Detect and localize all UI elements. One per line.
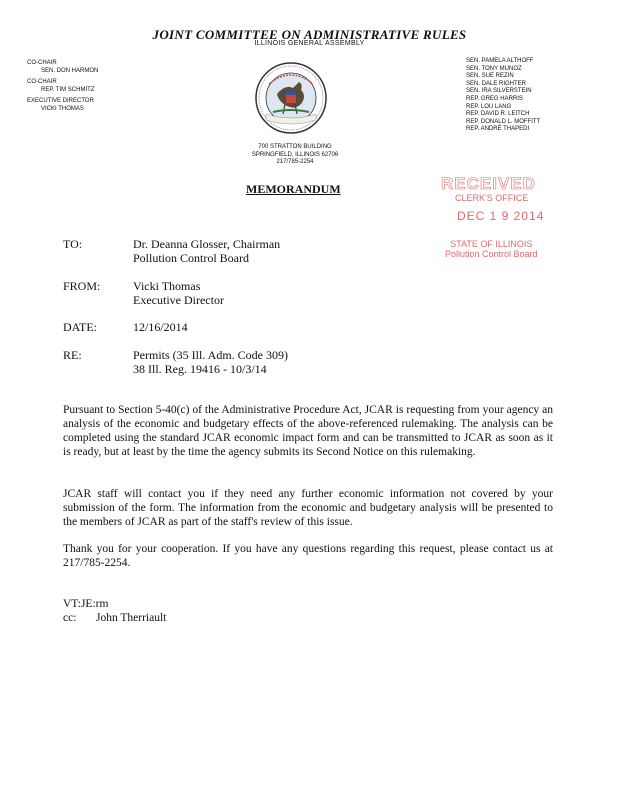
received-stamp: RECEIVED (441, 174, 536, 193)
to-name: Dr. Deanna Glosser, Chairman (133, 237, 281, 251)
from-title: Executive Director (133, 293, 224, 307)
date-value: 12/16/2014 (133, 320, 188, 334)
address-line: SPRINGFIELD, ILLINOIS 62706 (251, 151, 339, 158)
member-name: SEN. IRA SILVERSTEIN (466, 88, 532, 95)
co-chair-name: SEN. DON HARMON (41, 67, 99, 74)
body-paragraph: Thank you for your cooperation. If you have any questions regarding this request, please contact us at 217/785-2254. (63, 543, 553, 569)
to-label: TO: (63, 237, 83, 251)
member-name: SEN. PAMELA ALTHOFF (466, 58, 534, 64)
stamp-agency (445, 239, 538, 259)
executive-director-name: VICKI THOMAS (41, 105, 84, 112)
to-org: Pollution Control Board (133, 251, 250, 265)
member-name: SEN. TONY MUNOZ (466, 65, 522, 72)
stamp-board: Pollution Control Board (445, 249, 538, 259)
co-chair-name: REP. TIM SCHMITZ (41, 86, 95, 93)
co-chair-label: CO-CHAIR (27, 79, 57, 85)
executive-director-label: EXECUTIVE DIRECTOR (27, 98, 94, 104)
member-name: SEN. DALE RIGHTER (466, 80, 527, 87)
address-line: 700 STRATTON BUILDING (258, 144, 332, 150)
from-name: Vicki Thomas (133, 279, 201, 293)
co-chair-label: CO-CHAIR (27, 60, 57, 66)
re-line: 38 Ill. Reg. 19416 - 10/3/14 (133, 362, 267, 376)
committee-title: JOINT COMMITTEE ON ADMINISTRATIVE RULES (152, 27, 467, 42)
reference-initials: VT:JE:rm (63, 598, 109, 610)
stamp-office: CLERK'S OFFICE (455, 193, 529, 203)
officers-block (27, 60, 98, 113)
address-block (230, 144, 360, 167)
from-label: FROM: (63, 279, 101, 293)
member-name: REP. DONALD L. MOFFITT (466, 118, 541, 125)
re-line: Permits (35 Ill. Adm. Code 309) (133, 348, 288, 362)
address-line: 217/785-2254 (276, 159, 314, 165)
from-sender (133, 279, 224, 307)
to-recipient (133, 237, 280, 265)
committee-subtitle: ILLINOIS GENERAL ASSEMBLY (254, 40, 365, 47)
member-name: SEN. SUE REZIN (466, 73, 514, 80)
cc-label: cc: (63, 612, 77, 624)
re-subject (133, 348, 288, 376)
state-seal-icon (255, 62, 327, 134)
memo-title: MEMORANDUM (246, 182, 341, 196)
member-name: REP. DAVID R. LEITCH (466, 111, 530, 118)
cc-recipient: John Therriault (96, 612, 167, 624)
member-name: REP. ANDRÉ THAPEDI (466, 126, 530, 133)
re-label: RE: (63, 348, 82, 362)
member-name: REP. LOU LANG (466, 103, 512, 110)
body-paragraph: Pursuant to Section 5-40(c) of the Administrative Procedure Act, JCAR is requesting from your agency an analysis of the economic and budgetary effects of the above-referenced rulemaking. The analysis can be completed using the standard JCAR economic impact form and can be transmitted to JCAR as soon as it is ready, but at least by the time the agency submits its Second Notice on this rulemaking. (63, 404, 553, 458)
body-paragraph: JCAR staff will contact you if they need any further economic information not covered by your submission of the form. The information from the economic and budgetary analysis will be presented to the members of JCAR as part of the staff's review of this issue. (63, 488, 553, 528)
date-label: DATE: (63, 320, 97, 334)
stamp-date: DEC 1 9 2014 (457, 209, 545, 223)
member-name: REP. GREG HARRIS (466, 95, 523, 102)
stamp-state: STATE OF ILLINOIS (450, 239, 533, 249)
members-list (466, 58, 540, 134)
